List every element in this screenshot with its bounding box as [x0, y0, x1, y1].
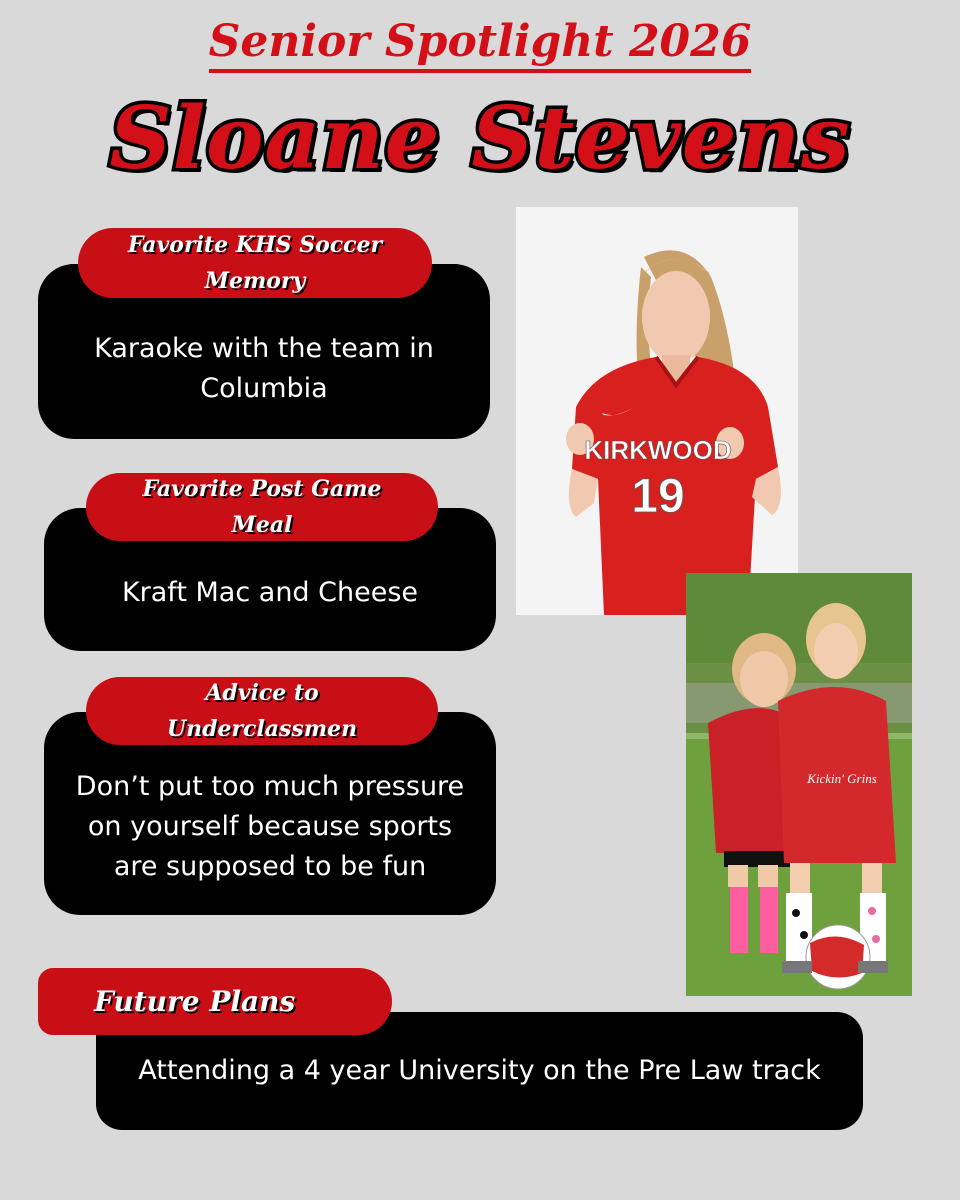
- advice-text: Don’t put too much pressure on yourself because sports are supposed to be fun: [75, 770, 465, 882]
- jersey-number: 19: [631, 470, 685, 523]
- memory-label: Favorite KHS Soccer Memory: [78, 228, 432, 298]
- player-name: Sloane Stevens: [109, 88, 851, 189]
- meal-text: Kraft Mac and Cheese: [121, 576, 419, 608]
- advice-label: Advice to Underclassmen: [86, 677, 438, 745]
- childhood-photo: [686, 573, 912, 996]
- future-plans-label: Future Plans: [38, 968, 392, 1035]
- memory-text: Karaoke with the team in Columbia: [94, 332, 434, 404]
- shirt-text: Kickin' Grins: [807, 771, 877, 786]
- meal-label: Favorite Post Game Meal: [86, 473, 438, 541]
- jersey-text: KIRKWOOD: [584, 435, 732, 465]
- portrait-photo: [516, 207, 798, 615]
- kicker-title: [0, 12, 960, 72]
- kicker-title-text: Senior Spotlight 2026: [209, 16, 752, 73]
- future-plans-text: Attending a 4 year University on the Pre Law track: [138, 1055, 821, 1086]
